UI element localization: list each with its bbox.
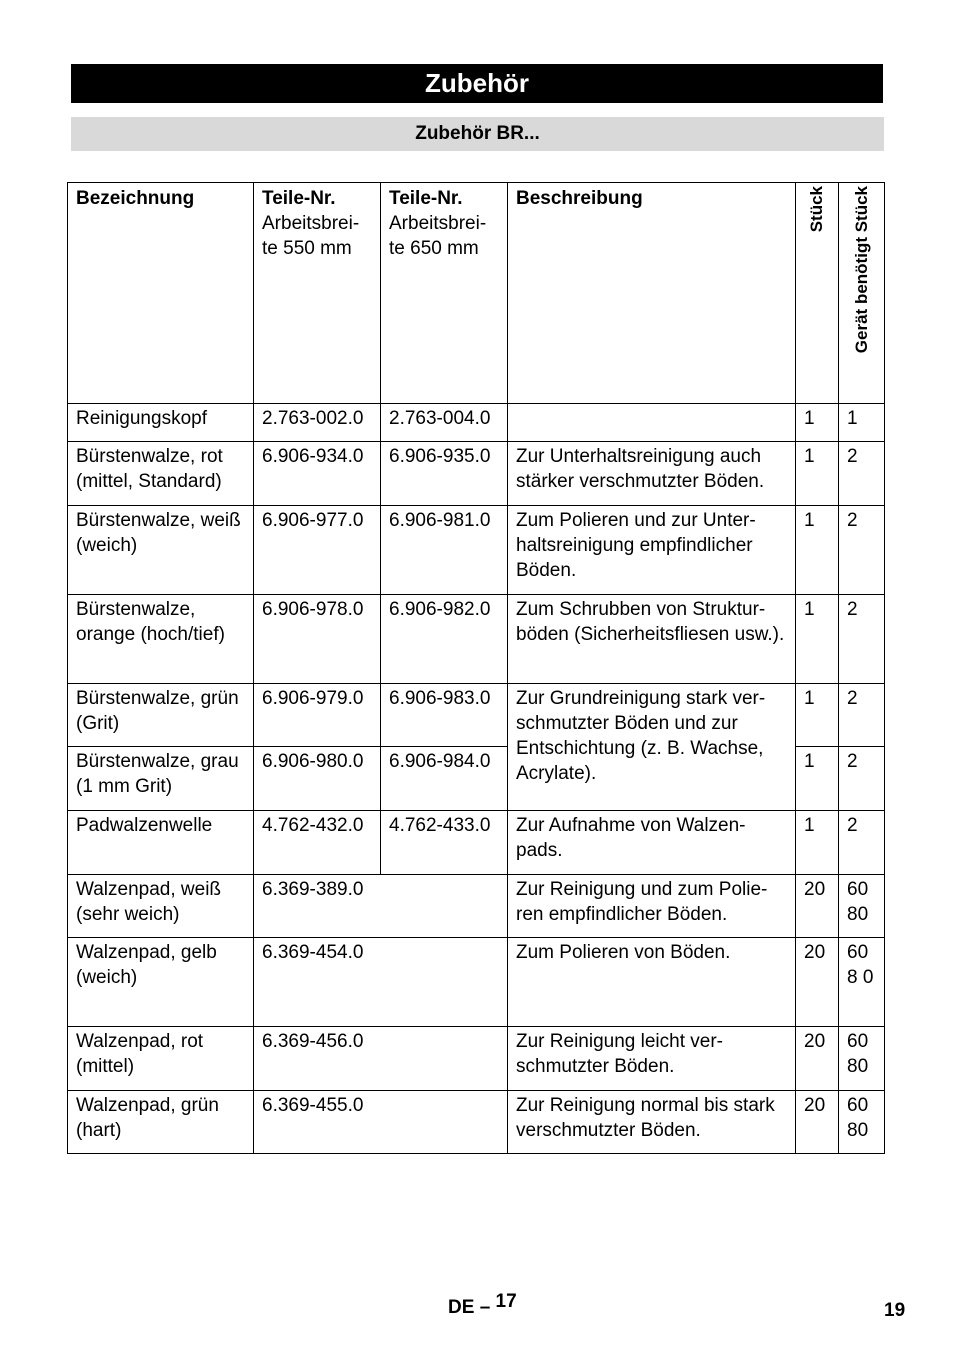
- cell-name: Padwalzenwelle: [68, 811, 254, 875]
- cell-need: 2: [839, 595, 885, 684]
- cell-part-650: 6.906-983.0: [381, 684, 508, 747]
- cell-need: 60 8 0: [839, 938, 885, 1027]
- cell-name: Bürstenwalze, grün (Grit): [68, 684, 254, 747]
- cell-name: Bürstenwalze, orange (hoch/tief): [68, 595, 254, 684]
- cell-description: Zur Reinigung und zum Polie-ren empfindlicher Böden.: [508, 875, 796, 938]
- cell-description: Zur Grundreinigung stark ver-schmutzter Böden und zur Entschichtung (z. B. Wachse, Acrylate).: [508, 684, 796, 811]
- table-row: [68, 875, 885, 938]
- cell-name: Bürstenwalze, grau (1 mm Grit): [68, 747, 254, 811]
- cell-need: 2: [839, 747, 885, 811]
- cell-name: Bürstenwalze, weiß (weich): [68, 506, 254, 595]
- header-teile-550-sub: Arbeitsbrei-te 550 mm: [262, 213, 360, 259]
- footer-local-page: 17: [495, 1291, 517, 1312]
- cell-qty: 20: [796, 938, 839, 1027]
- cell-description: Zur Reinigung leicht ver-schmutzter Böden.: [508, 1027, 796, 1091]
- cell-part-650: 6.906-984.0: [381, 747, 508, 811]
- cell-need: 1: [839, 404, 885, 442]
- cell-part: 6.369-454.0: [254, 938, 508, 1027]
- cell-part-550: 2.763-002.0: [254, 404, 381, 442]
- header-teile-650-sub: Arbeitsbrei-te 650 mm: [389, 213, 487, 259]
- cell-need: 2: [839, 811, 885, 875]
- cell-name: Walzenpad, weiß (sehr weich): [68, 875, 254, 938]
- cell-description: Zur Reinigung normal bis stark verschmutzter Böden.: [508, 1091, 796, 1154]
- cell-qty: 20: [796, 875, 839, 938]
- table-row: [68, 506, 885, 595]
- cell-part: 6.369-455.0: [254, 1091, 508, 1154]
- cell-qty: 20: [796, 1027, 839, 1091]
- cell-part-550: 4.762-432.0: [254, 811, 381, 875]
- cell-qty: 1: [796, 506, 839, 595]
- cell-part-650: 2.763-004.0: [381, 404, 508, 442]
- table-row: [68, 442, 885, 506]
- cell-need: 60 80: [839, 1027, 885, 1091]
- cell-qty: 1: [796, 811, 839, 875]
- cell-part-550: 6.906-978.0: [254, 595, 381, 684]
- cell-part-550: 6.906-979.0: [254, 684, 381, 747]
- table-row: [68, 404, 885, 442]
- cell-qty: 1: [796, 595, 839, 684]
- cell-qty: 1: [796, 442, 839, 506]
- footer-language: DE: [448, 1297, 475, 1318]
- page-title: Zubehör: [71, 64, 883, 103]
- page-number: 19: [884, 1300, 906, 1321]
- cell-need: 2: [839, 684, 885, 747]
- cell-description: Zum Polieren von Böden.: [508, 938, 796, 1027]
- cell-name: Walzenpad, rot (mittel): [68, 1027, 254, 1091]
- table-row: [68, 938, 885, 1027]
- header-teile-650-label: Teile-Nr.: [389, 188, 463, 209]
- cell-qty: 1: [796, 684, 839, 747]
- cell-need: 60 80: [839, 1091, 885, 1154]
- cell-part-550: 6.906-934.0: [254, 442, 381, 506]
- cell-description: Zur Aufnahme von Walzen-pads.: [508, 811, 796, 875]
- table-row: [68, 684, 885, 747]
- cell-part-550: 6.906-980.0: [254, 747, 381, 811]
- cell-name: Walzenpad, grün (hart): [68, 1091, 254, 1154]
- cell-description: Zum Schrubben von Struktur-böden (Sicherheitsfliesen usw.).: [508, 595, 796, 684]
- cell-part-550: 6.906-977.0: [254, 506, 381, 595]
- page-footer: [448, 1291, 517, 1319]
- table-header-row: [68, 183, 885, 404]
- cell-part-650: 6.906-982.0: [381, 595, 508, 684]
- cell-part-650: 4.762-433.0: [381, 811, 508, 875]
- table-row: [68, 595, 885, 684]
- table-row: [68, 1027, 885, 1091]
- cell-part-650: 6.906-981.0: [381, 506, 508, 595]
- cell-description: Zur Unterhaltsreinigung auch stärker verschmutzter Böden.: [508, 442, 796, 506]
- cell-qty: 1: [796, 747, 839, 811]
- cell-part-650: 6.906-935.0: [381, 442, 508, 506]
- cell-need: 60 80: [839, 875, 885, 938]
- cell-name: Bürstenwalze, rot (mittel, Standard): [68, 442, 254, 506]
- header-stueck: Stück: [796, 183, 839, 404]
- header-bezeichnung: Bezeichnung: [68, 183, 254, 404]
- header-beschreibung: Beschreibung: [508, 183, 796, 404]
- cell-qty: 20: [796, 1091, 839, 1154]
- header-teile-550: [254, 183, 381, 404]
- header-teile-650: [381, 183, 508, 404]
- cell-description: [508, 404, 796, 442]
- header-geraet-benoetigt: Gerät benötigt Stück: [839, 183, 885, 404]
- table-row: [68, 811, 885, 875]
- cell-name: Reinigungskopf: [68, 404, 254, 442]
- section-subtitle: Zubehör BR...: [71, 117, 884, 151]
- table-row: [68, 1091, 885, 1154]
- cell-name: Walzenpad, gelb (weich): [68, 938, 254, 1027]
- header-teile-550-label: Teile-Nr.: [262, 188, 336, 209]
- footer-dash: –: [479, 1297, 491, 1318]
- cell-need: 2: [839, 442, 885, 506]
- cell-part: 6.369-456.0: [254, 1027, 508, 1091]
- cell-part: 6.369-389.0: [254, 875, 508, 938]
- cell-qty: 1: [796, 404, 839, 442]
- accessories-table: [67, 182, 885, 1154]
- cell-need: 2: [839, 506, 885, 595]
- cell-description: Zum Polieren und zur Unter-haltsreinigung empfindlicher Böden.: [508, 506, 796, 595]
